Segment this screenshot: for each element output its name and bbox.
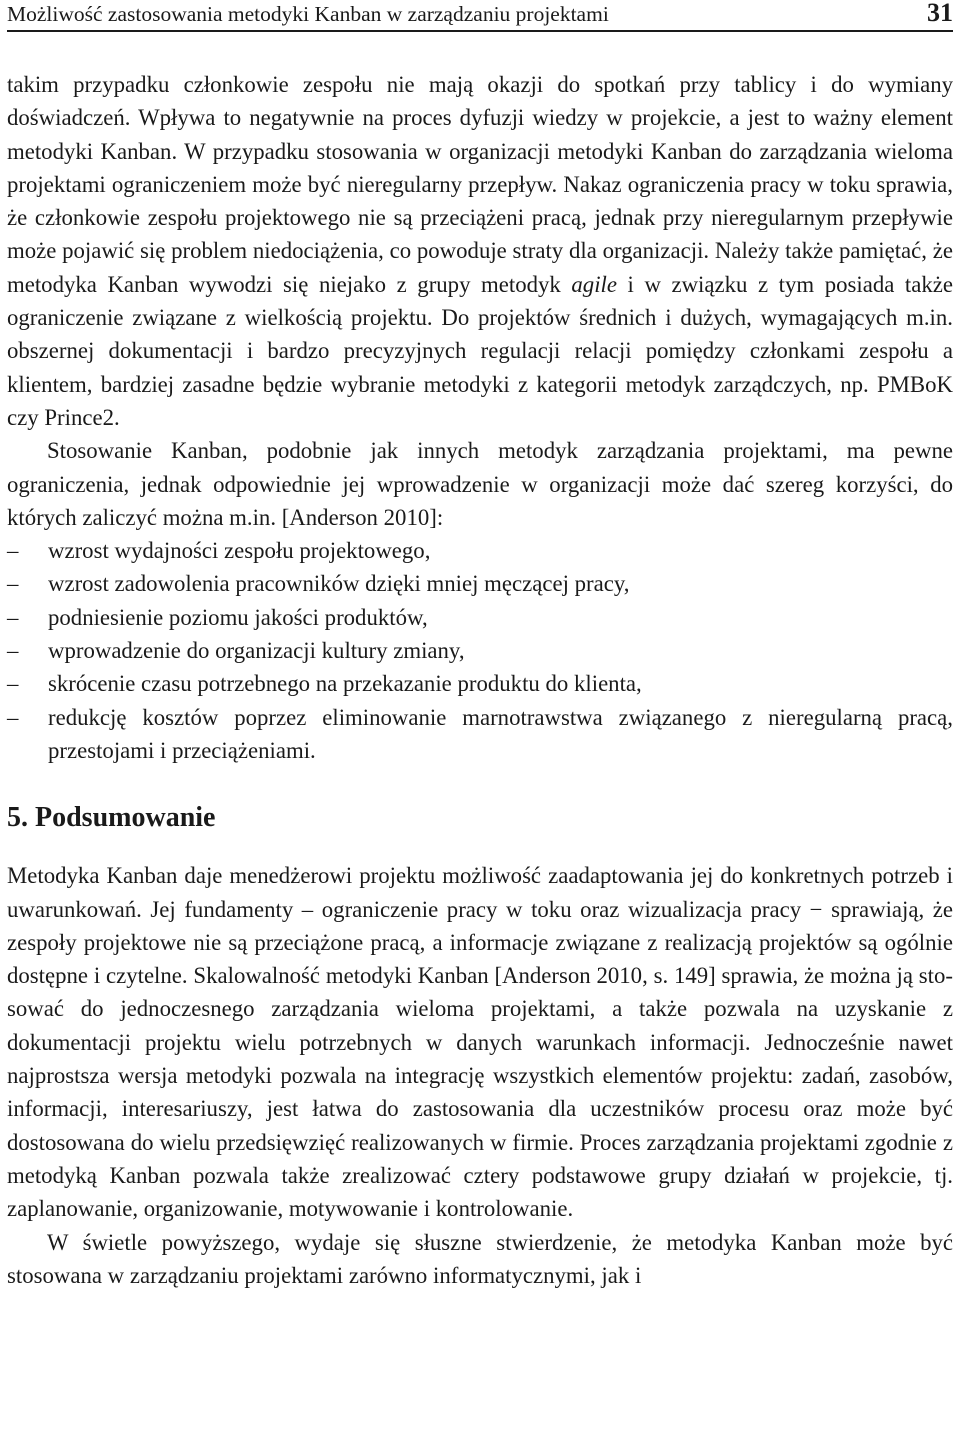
list-item [7,601,953,634]
dash-bullet: – [7,671,19,697]
benefits-list [7,534,953,767]
summary-paragraph-conclusion: W świetle powyższego, wydaje się słuszne stwierdzenie, że metodyka Kanban może być stosowana w zarządzaniu projektami zarówno informatycznymi, jak i [7,1229,953,1288]
paragraph-text: takim przypadku członkowie zespołu nie mają okazji do spotkań przy tablicy i do wymiany doświadczeń. Wpływa to negatywnie na proces dyfuzji wiedzy w projekcie, a jest to ważny element metodyki Kanban. W przypadku stosowania w organizacji metodyki Kanban do zarządzania wieloma projektami ograniczeniem może być nieregularny przepływ. Nakaz ograniczenia pracy w toku sprawia, że członkowie zespołu projektowego nie są przeciążeni pracą, jednak przy nieregularnym przepływie może pojawić się problem niedociążenia, co powoduje straty dla organizacji. Należy także pamiętać, że metodyka Kanban wywodzi się niejako z grupy metodyk [7,72,953,297]
dash-bullet: – [7,638,19,664]
list-item [7,567,953,600]
italic-term-agile: agile [571,271,617,297]
body-paragraph-limitations [7,68,953,434]
list-item [7,701,953,768]
dash-bullet: – [7,704,19,730]
list-item-text: wzrost wydajności zespołu projektowego, [48,538,431,564]
list-item-text: podniesienie poziomu jakości produktów, [48,604,428,630]
list-item-text: skrócenie czasu potrzebnego na przekazanie produktu do klienta, [48,671,642,697]
body-paragraph-benefits-intro: Stosowanie Kanban, podobnie jak innych metodyk zarządzania projektami, ma pewne ograniczenia, jednak odpowiednie jej wprowadzenie w organizacji może dać szereg korzyści, do których zaliczyć można m.in. [Anderson 2010]: [7,438,953,530]
paragraph-text: i w związku z tym posiada także ograniczenie związane z wielkością projektu. Do projektów średnich i dużych, wymagających m.in. obszernej dokumentacji i bardzo precyzyjnych regulacji relacji pomiędzy członkami zespołu a klientem, bardziej zasadne będzie wybranie metodyki z kategorii metodyk zarządczych, np. PMBoK czy Prince2. [7,271,953,430]
list-item [7,634,953,667]
section-heading: 5. Podsumowanie [7,802,216,834]
list-item-text: wzrost zadowolenia pracowników dzięki mniej męczącej pracy, [48,571,630,597]
body-text [7,68,953,1292]
list-item-text: wprowadzenie do organizacji kultury zmiany, [48,638,465,664]
page-number: 31 [927,0,953,27]
dash-bullet: – [7,571,19,597]
list-item [7,667,953,700]
running-header [7,0,953,32]
running-header-title: Możliwość zastosowania metodyki Kanban w zarządzaniu projektami [7,2,609,26]
dash-bullet: – [7,604,19,630]
list-item [7,534,953,567]
list-item-text: redukcję kosztów poprzez eliminowanie marnotrawstwa związanego z nieregularną pracą, przestojami i przeciążeniami. [48,704,953,763]
summary-paragraph: Metodyka Kanban daje menedżerowi projektu możliwość zaadaptowania jej do konkretnych potrzeb i uwarunkowań. Jej fundamenty – ograniczenie pracy w toku oraz wizualizacja pracy − sprawiają, że zespoły projektowe nie są przeciążone pracą, a informacje związane z realizacją projektów są ogólnie dostępne i czytelne. Skalowalność metodyki Kanban [Anderson 2010, s. 149] sprawia, że można ją stosować do jednoczesnego zarządzania wieloma projektami, a także pozwala na uzyskanie z dokumentacji projektu wielu potrzebnych w danych warunkach informacji. Jednocześnie nawet najprostsza wersja metodyki pozwala na integrację wszystkich elementów projektu: zadań, zasobów, informacji, interesariuszy, jest łatwa do zastosowania dla uczestników procesu oraz może być dostosowana do wielu przedsięwzięć realizowanych w firmie. Proces zarządzania projektami zgodnie z metodyką Kanban pozwala także zrealizować cztery podstawowe grupy działań w projekcie, tj. zaplanowanie, organizowanie, motywowanie i kontrolowanie. [7,863,953,1222]
book-page [7,0,953,1440]
dash-bullet: – [7,538,19,564]
